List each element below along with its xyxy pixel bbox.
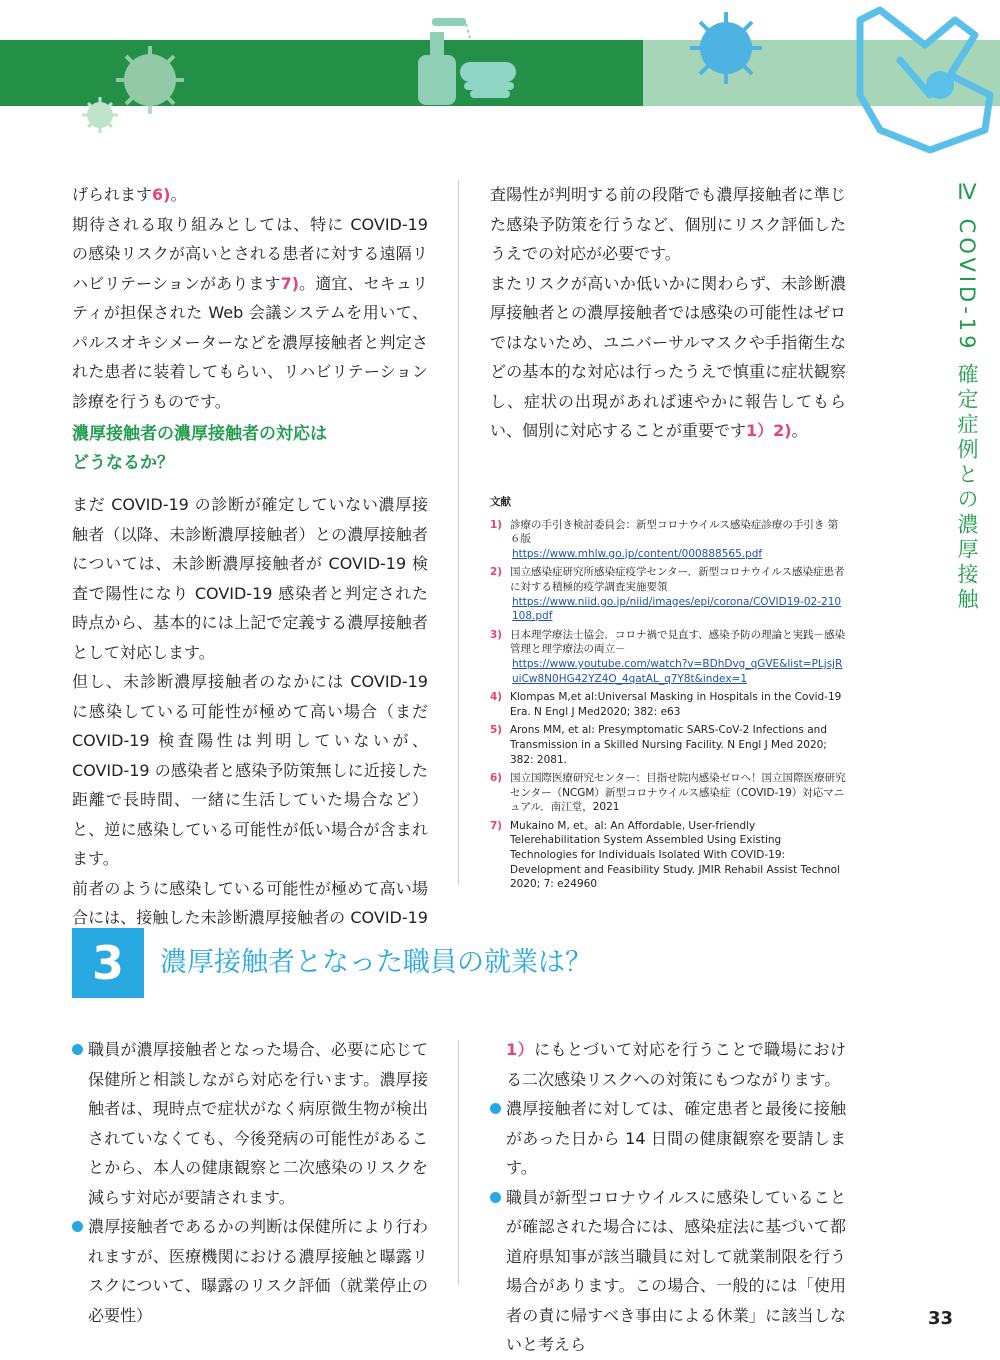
bullet-item: 濃厚接触者であるかの判断は保健所により行われますが、医療機関における濃厚接触と曝露リスクについて、曝露のリスク評価（就業停止の必要性） [72, 1212, 428, 1330]
subheading-line: どうなるか？ [72, 453, 174, 473]
text: にもとづいて対応を行うことで職場における二次感染リスクへの対策にもつながります。 [506, 1040, 846, 1089]
reference-item [490, 723, 846, 767]
references-title: 文献 [490, 496, 511, 508]
paragraph: 但し、未診断濃厚接触者のなかには COVID-19 に感染している可能性が極めて高い場合（まだ COVID-19 検査陽性は判明していないが、COVID-19 の感染者と感染予防策無しに近接した距離で長時間、一緒に生活していた場合など）と、逆に感染している可能性が低い場合が含まれます。 [72, 672, 428, 868]
text: 。 [170, 185, 187, 204]
section3-right-bullets [490, 1035, 846, 1360]
citation: 6) [152, 185, 171, 204]
reference-item [490, 819, 846, 892]
reference-item [490, 518, 846, 562]
header-illustration [0, 0, 1000, 160]
reference-link[interactable]: https://www.mhlw.go.jp/content/000888565.pdf [512, 547, 763, 560]
reference-text: 診療の手引き検討委員会：新型コロナウイルス感染症診療の手引き 第６版 [510, 518, 839, 546]
page-number: 33 [928, 1308, 954, 1329]
text: またリスクが高いか低いかに関わらず、未診断濃厚接触者との濃厚接触者では感染の可能性はゼロではないため、ユニバーサルマスクや手指衛生などの基本的な対応は行ったうえで慎重に症状観察し、症状の出現があれば速やかに報告してもらい、個別に対応することが重要です [490, 273, 846, 440]
reference-text: 国立国際医療研究センター：目指せ院内感染ゼロへ！国立国際医療研究センター（NCGM）新型コロナウイルス感染症（COVID-19）対応マニュアル．南江堂，2021 [510, 772, 846, 814]
reference-number: 7) [490, 819, 503, 832]
paragraph [72, 210, 428, 417]
bullet-continuation [490, 1035, 846, 1094]
reference-text: Arons MM, et al: Presymptomatic SARS-CoV-2 Infections and Transmission in a Skilled Nursing Facility. N Engl J Med 2020; 382: 2081. [510, 724, 827, 766]
reference-number: 5) [490, 724, 503, 737]
citation: 1） [506, 1040, 535, 1059]
hand-icon [460, 62, 516, 98]
text: 。 [791, 421, 808, 440]
citation: 1）2) [746, 421, 792, 440]
bullet-item: 濃厚接触者に対しては、確定患者と最後に接触があった日から 14 日間の健康観察を要請します。 [490, 1094, 846, 1183]
reference-text: Klompas M,et al:Universal Masking in Hospitals in the Covid-19 Era. N Engl J Med2020; 382: e63 [510, 691, 842, 718]
virus-icon [116, 46, 184, 114]
reference-text: 日本理学療法士協会．コロナ禍で見直す、感染予防の理論と実践－感染管理と理学療法の両立－ [510, 628, 846, 656]
reference-item [490, 690, 846, 719]
virus-icon [82, 97, 118, 133]
text: げられます [72, 185, 153, 204]
reference-number: 6) [490, 772, 503, 785]
subheading [72, 420, 452, 478]
paragraph: 査陽性が判明する前の段階でも濃厚接触者に準じた感染予防策を行うなど、個別にリスク評価したうえでの対応が必要です。 [490, 185, 846, 263]
column-divider [458, 180, 459, 885]
left-column-bottom [72, 490, 428, 962]
reference-text: 国立感染症研究所感染症疫学センター．新型コロナウイルス感染症患者に対する積極的疫学調査実施要領 [510, 566, 845, 593]
reference-text: Mukaino M, et、al: An Affordable, User-friendly Telerehabilitation System Assembled Using Existing Technologies for Individuals Isolated With COVID-19: Development and Feasibility Study. JMIR Rehabil Assist Technol 2020; 7: e24960 [510, 819, 841, 891]
citation: 7) [280, 273, 300, 293]
paragraph: まだ COVID-19 の診断が確定していない濃厚接触者（以降、未診断濃厚接触者）との濃厚接触者については、未診断濃厚接触者が COVID-19 検査で陽性になり COVID-19 感染者と判定された時点から、基本的には上記で定義する濃厚接触者として対応します。 [72, 495, 428, 662]
column-divider [458, 1040, 459, 1285]
reference-item [490, 628, 846, 686]
section-number: 3 [72, 928, 144, 998]
section-title: 濃厚接触者となった職員の就業は？ [160, 947, 592, 978]
reference-link[interactable]: https://www.niid.go.jp/niid/images/epi/corona/COVID19-02-210108.pdf [512, 595, 842, 623]
text: 。適宜、セキュリティが担保された Web 会議システムを用いて、パルスオキシメーターなどを濃厚接触者と判定された患者に装着してもらい、リハビリテーション診療を行うものです。 [72, 273, 428, 411]
chapter-side-title: Ⅳ COVID-19 確定症例との濃厚接触 [955, 180, 979, 614]
reference-item [490, 565, 846, 623]
bullet-item: 職員が新型コロナウイルスに感染していることが確認された場合には、感染症法に基づいて都道府県知事が該当職員に対して就業制限を行う場合があります。この場合、一般的には「使用者の責に帰すべき事由による休業」に該当しないと考えら [490, 1183, 846, 1360]
header-banner [0, 0, 1000, 160]
references [490, 495, 846, 896]
reference-link[interactable]: https://www.youtube.com/watch?v=BDhDvg_qGVE&list=PLjsjRuiCw8N0HG42YZ4O_4qatAL_q7Y8t&index=1 [512, 657, 843, 685]
bullet-item: 職員が濃厚接触者となった場合、必要に応じて保健所と相談しながら対応を行います。濃厚接触者は、現時点で症状がなく病原微生物が検出されていなくても、今後発病の可能性があることから、本人の健康観察と二次感染のリスクを減らす対応が要請されます。 [72, 1035, 428, 1212]
subheading-line: 濃厚接触者の濃厚接触者の対応は [72, 424, 327, 444]
reference-number: 3) [490, 628, 503, 641]
reference-number: 4) [490, 691, 503, 704]
virus-icon [690, 12, 762, 84]
handwash-icon [860, 10, 990, 150]
reference-item [490, 771, 846, 815]
reference-number: 1) [490, 518, 503, 531]
right-column-top [490, 180, 846, 446]
paragraph: 前者のように感染している可能性が極めて高い場合には、接触した未診断濃厚接触者の COVID-19 [72, 878, 428, 927]
text: 期待される取り組みとしては、特に COVID-19 の感染リスクが高いとされる患者に対する遠隔リハビリテーションがあります [72, 214, 428, 293]
paragraph [72, 180, 428, 210]
sanitizer-bottle-icon [418, 18, 470, 105]
paragraph [490, 269, 846, 446]
left-column-top [72, 180, 428, 416]
reference-number: 2) [490, 566, 503, 579]
section3-left-bullets [72, 1035, 428, 1330]
